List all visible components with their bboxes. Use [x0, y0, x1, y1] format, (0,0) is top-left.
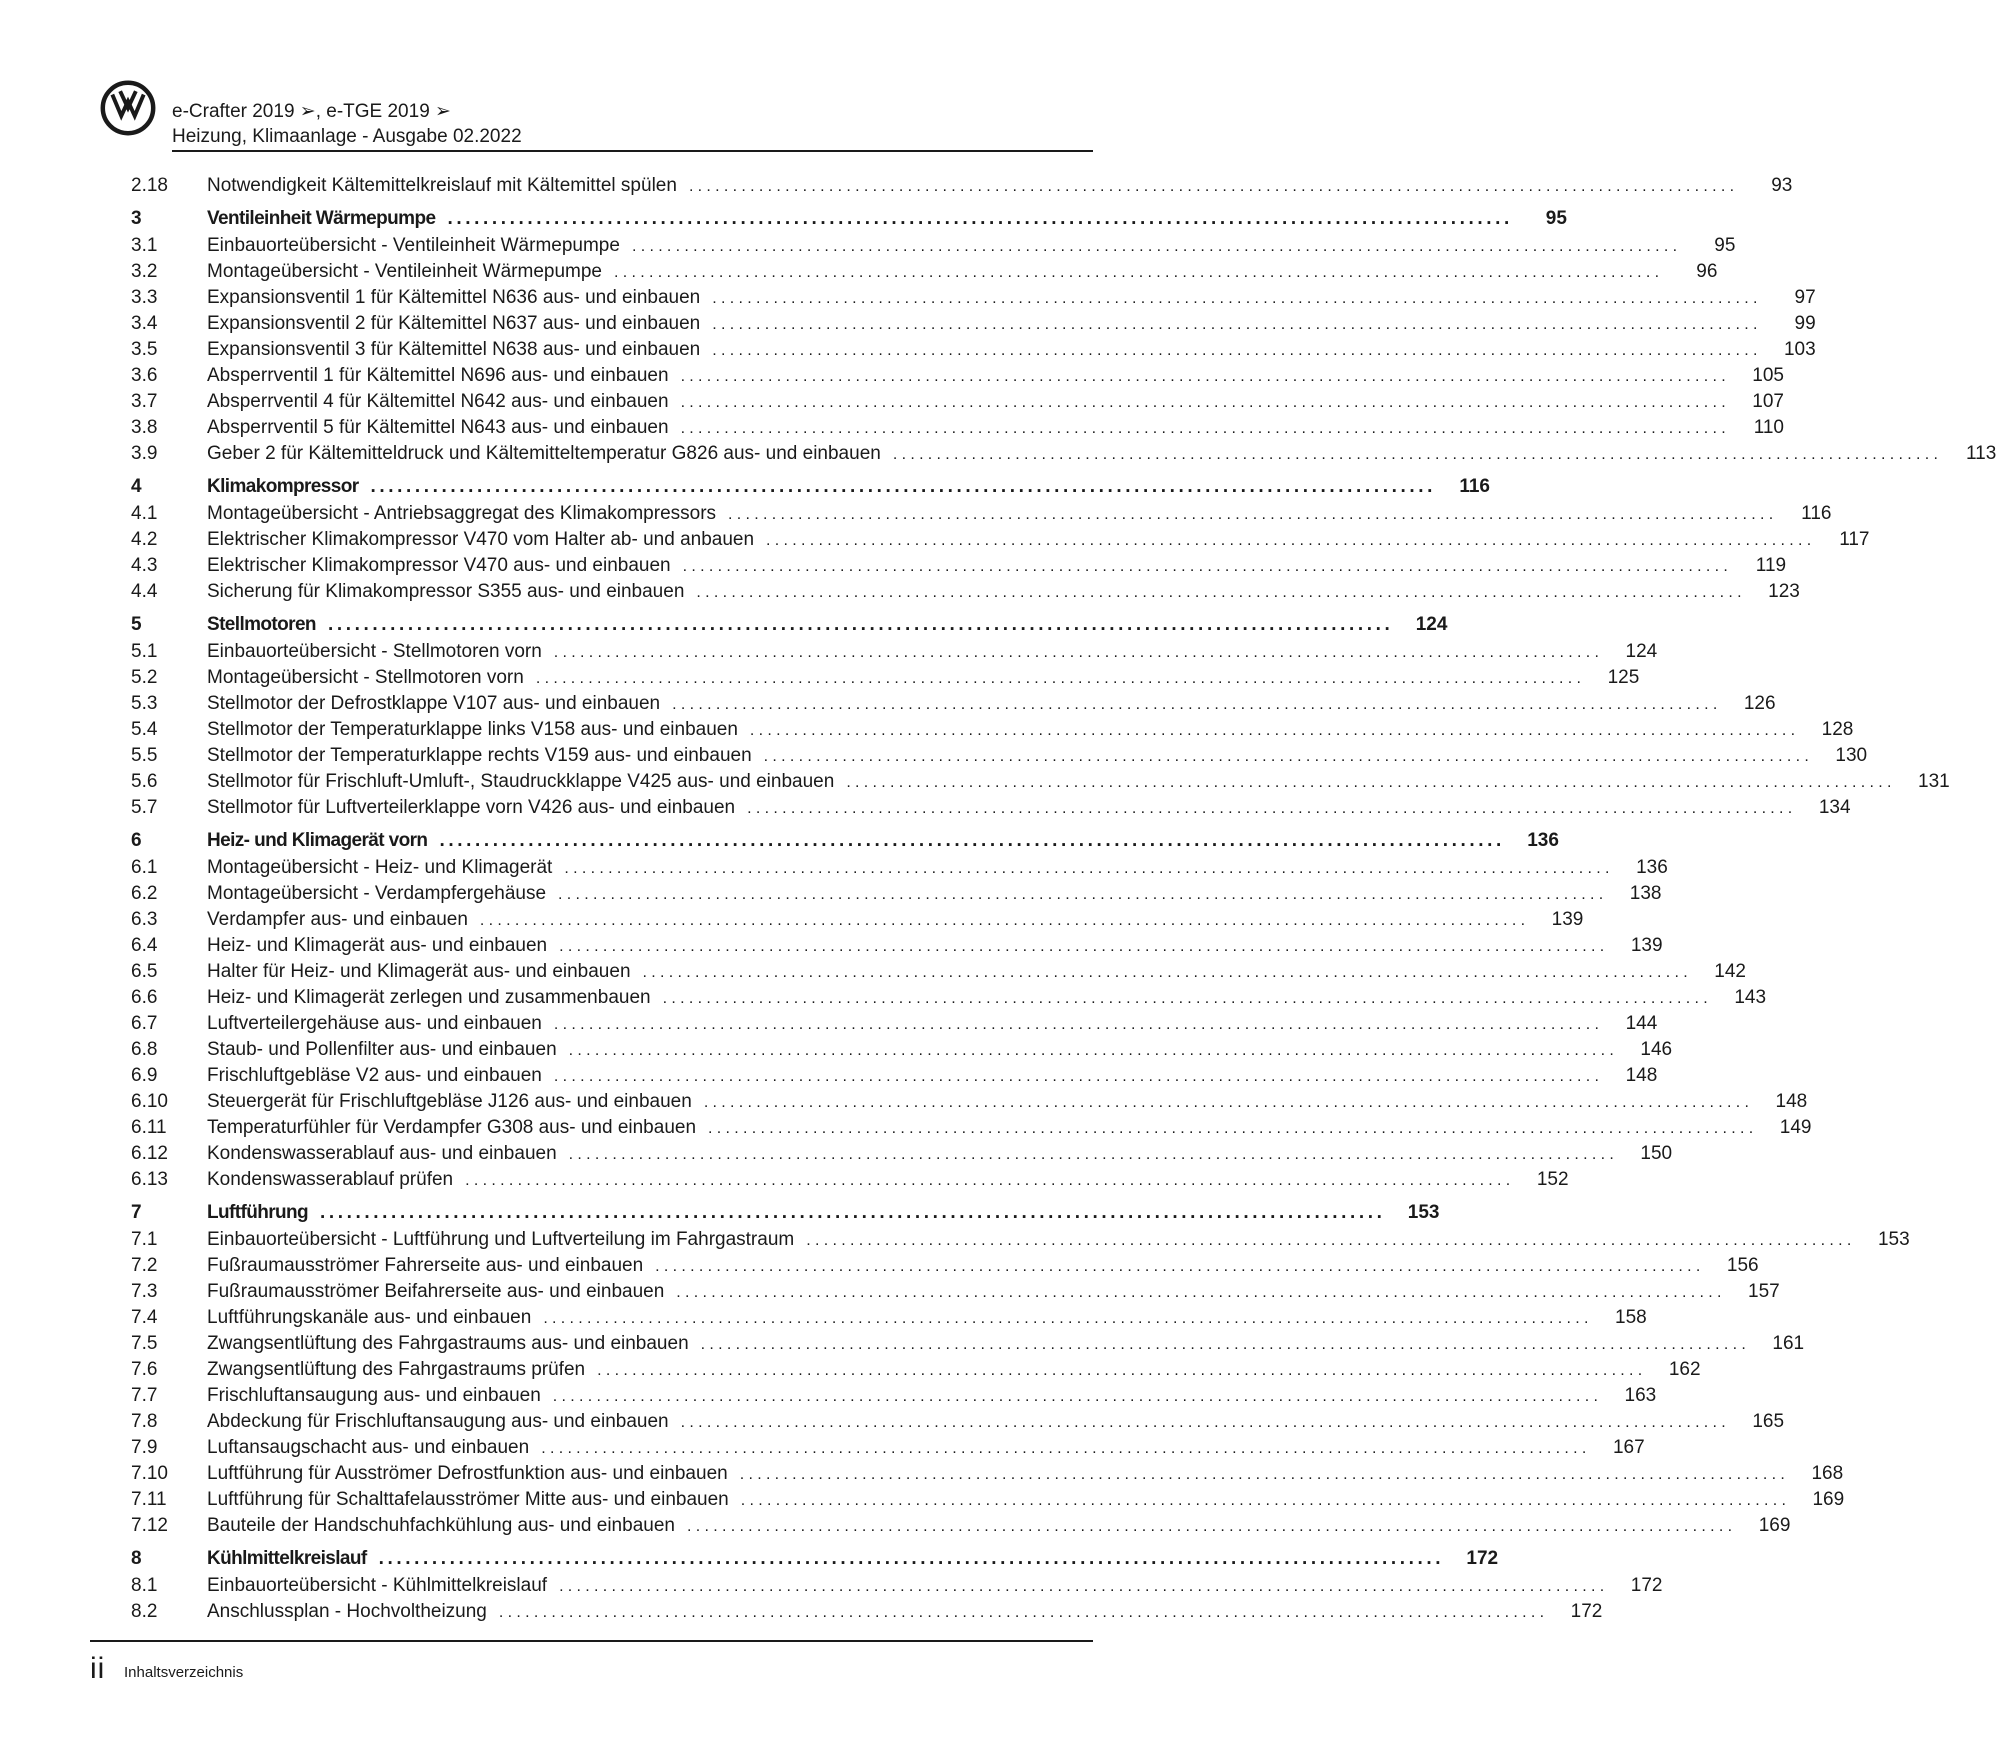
- toc-number: 4.4: [131, 581, 158, 602]
- toc-leader-dots: ........................................................................................................................: [498, 1604, 1549, 1621]
- document-title: e-Crafter 2019 ➢, e-TGE 2019 ➢: [172, 101, 451, 122]
- toc-number: 7.9: [131, 1437, 158, 1458]
- toc-entry[interactable]: [131, 1253, 1759, 1279]
- toc-page-number: 144: [1625, 1013, 1658, 1034]
- toc-number: 6.13: [131, 1169, 168, 1190]
- toc-leader-dots: ........................................................................................................................: [747, 800, 1797, 817]
- toc-number: 7: [131, 1202, 142, 1223]
- toc-number: 3.8: [131, 417, 158, 438]
- toc-title: Verdampfer aus- und einbauen: [207, 909, 468, 930]
- toc-title: Einbauorteübersicht - Kühlmittelkreislauf: [207, 1575, 548, 1596]
- toc-entry[interactable]: [131, 1331, 1805, 1357]
- toc-leader-dots: ........................................................................................................................: [439, 830, 1505, 851]
- toc-title: Luftansaugschacht aus- und einbauen: [207, 1437, 530, 1458]
- toc-page-number: 150: [1640, 1143, 1673, 1164]
- toc-title: Sicherung für Klimakompressor S355 aus- und einbauen: [207, 581, 685, 602]
- toc-leader-dots: ........................................................................................................................: [535, 670, 1586, 687]
- toc-page-number: 167: [1612, 1437, 1645, 1458]
- toc-page-number: 161: [1772, 1333, 1805, 1354]
- toc-number: 3.5: [131, 339, 158, 360]
- document-subtitle: Heizung, Klimaanlage - Ausgabe 02.2022: [172, 126, 522, 147]
- toc-leader-dots: ........................................................................................................................: [763, 748, 1814, 765]
- toc-number: 5.1: [131, 641, 158, 662]
- toc-entry[interactable]: [131, 1409, 1785, 1435]
- toc-number: 3.3: [131, 287, 158, 308]
- toc-page-number: 131: [1918, 771, 1950, 792]
- toc-page-number: 139: [1630, 935, 1663, 956]
- toc-entry[interactable]: [131, 769, 1950, 795]
- toc-number: 7.2: [131, 1255, 158, 1276]
- toc-leader-dots: ........................................................................................................................: [680, 420, 1730, 437]
- toc-title: Heiz- und Klimagerät vorn: [207, 830, 428, 851]
- toc-title: Geber 2 für Kältemitteldruck und Kältemitteltemperatur G826 aus- und einbauen: [207, 443, 881, 464]
- toc-page-number: 153: [1407, 1202, 1440, 1223]
- toc-title: Montageübersicht - Heiz- und Klimagerät: [207, 857, 553, 878]
- toc-section[interactable]: [131, 826, 1559, 855]
- toc-title: Fußraumausströmer Fahrerseite aus- und einbauen: [207, 1255, 644, 1276]
- toc-page-number: 116: [1801, 503, 1832, 524]
- page-number: ii: [90, 1652, 106, 1685]
- toc-title: Luftverteilergehäuse aus- und einbauen: [207, 1013, 542, 1034]
- toc-section[interactable]: [131, 204, 1567, 233]
- toc-entry[interactable]: [131, 337, 1816, 363]
- toc-number: 5: [131, 614, 142, 635]
- toc-number: 7.10: [131, 1463, 168, 1484]
- toc-page-number: 136: [1527, 830, 1559, 851]
- toc-title: Kondenswasserablauf aus- und einbauen: [207, 1143, 557, 1164]
- toc-number: 3.4: [131, 313, 158, 334]
- toc-number: 7.3: [131, 1281, 158, 1302]
- toc-entry[interactable]: [131, 389, 1784, 415]
- toc-entry[interactable]: [131, 933, 1663, 959]
- toc-number: 6.3: [131, 909, 158, 930]
- toc-page-number: 126: [1743, 693, 1776, 714]
- toc-leader-dots: ........................................................................................................................: [568, 1042, 1619, 1059]
- toc-number: 4.1: [131, 503, 158, 524]
- toc-page-number: 152: [1536, 1169, 1569, 1190]
- toc-leader-dots: ........................................................................................................................: [655, 1258, 1705, 1275]
- toc-title: Frischluftansaugung aus- und einbauen: [207, 1385, 541, 1406]
- toc-title: Temperaturfühler für Verdampfer G308 aus- und einbauen: [207, 1117, 697, 1138]
- toc-page-number: 105: [1752, 365, 1784, 386]
- toc-entry[interactable]: [131, 743, 1868, 769]
- toc-leader-dots: ........................................................................................................................: [553, 1016, 1604, 1033]
- toc-title: Bauteile der Handschuhfachkühlung aus- und einbauen: [207, 1515, 675, 1536]
- toc-page-number: 162: [1668, 1359, 1701, 1380]
- toc-page-number: 99: [1794, 313, 1816, 334]
- toc-page-number: 165: [1752, 1411, 1785, 1432]
- toc-leader-dots: ........................................................................................................................: [892, 446, 1943, 463]
- toc-number: 5.4: [131, 719, 158, 740]
- toc-page-number: 123: [1768, 581, 1800, 602]
- toc-title: Heiz- und Klimagerät zerlegen und zusammenbauen: [207, 987, 651, 1008]
- toc-page-number: 148: [1625, 1065, 1658, 1086]
- toc-number: 5.6: [131, 771, 158, 792]
- toc-entry[interactable]: [131, 1435, 1645, 1461]
- toc-number: 6.7: [131, 1013, 158, 1034]
- toc-page-number: 125: [1607, 667, 1640, 688]
- toc-title: Expansionsventil 3 für Kältemittel N638 aus- und einbauen: [207, 339, 701, 360]
- toc-leader-dots: ........................................................................................................................: [378, 1548, 1445, 1569]
- toc-entry[interactable]: [131, 553, 1787, 579]
- toc-number: 6.2: [131, 883, 158, 904]
- toc-number: 7.1: [131, 1229, 158, 1250]
- toc-title: Heiz- und Klimagerät aus- und einbauen: [207, 935, 548, 956]
- toc-number: 6: [131, 830, 142, 851]
- toc-title: Einbauorteübersicht - Stellmotoren vorn: [207, 641, 542, 662]
- toc-title: Zwangsentlüftung des Fahrgastraums aus- und einbauen: [207, 1333, 689, 1354]
- toc-entry[interactable]: [131, 907, 1584, 933]
- toc-title: Frischluftgebläse V2 aus- und einbauen: [207, 1065, 542, 1086]
- toc-page-number: 149: [1779, 1117, 1812, 1138]
- toc-leader-dots: ........................................................................................................................: [806, 1232, 1856, 1249]
- toc-title: Anschlussplan - Hochvoltheizung: [207, 1601, 487, 1622]
- toc-title: Stellmotor für Frischluft-Umluft-, Staudruckklappe V425 aus- und einbauen: [207, 771, 835, 792]
- toc-number: 6.11: [131, 1117, 167, 1138]
- toc-entry[interactable]: [131, 1279, 1780, 1305]
- toc-leader-dots: ........................................................................................................................: [708, 1120, 1758, 1137]
- toc-leader-dots: ........................................................................................................................: [676, 1284, 1726, 1301]
- toc-page-number: 124: [1415, 614, 1448, 635]
- footer-divider: [90, 1640, 1093, 1642]
- toc-entry[interactable]: [131, 1011, 1658, 1037]
- toc-leader-dots: ........................................................................................................................: [749, 722, 1800, 739]
- toc-page-number: 95: [1714, 235, 1736, 256]
- toc-number: 7.8: [131, 1411, 158, 1432]
- toc-page-number: 168: [1811, 1463, 1844, 1484]
- toc-entry[interactable]: [131, 985, 1767, 1011]
- toc-number: 6.5: [131, 961, 158, 982]
- toc-title: Steuergerät für Frischluftgebläse J126 aus- und einbauen: [207, 1091, 692, 1112]
- toc-leader-dots: ........................................................................................................................: [728, 506, 1778, 523]
- toc-title: Stellmotoren: [207, 614, 316, 635]
- toc-leader-dots: ........................................................................................................................: [558, 886, 1608, 903]
- toc-leader-dots: ........................................................................................................................: [465, 1172, 1515, 1189]
- toc-title: Luftführung für Ausströmer Defrostfunktion aus- und einbauen: [207, 1463, 728, 1484]
- toc-number: 3.9: [131, 443, 158, 464]
- toc-title: Abdeckung für Frischluftansaugung aus- und einbauen: [207, 1411, 669, 1432]
- toc-page-number: 119: [1755, 555, 1787, 576]
- toc-entry[interactable]: [131, 881, 1662, 907]
- toc-title: Ventileinheit Wärmepumpe: [207, 208, 436, 229]
- toc-page-number: 172: [1630, 1575, 1663, 1596]
- toc-number: 6.8: [131, 1039, 158, 1060]
- toc-entry[interactable]: [131, 285, 1816, 311]
- toc-number: 4.2: [131, 529, 158, 550]
- toc-section[interactable]: [131, 610, 1448, 639]
- toc-leader-dots: ........................................................................................................................: [712, 316, 1762, 333]
- toc-entry[interactable]: [131, 1461, 1844, 1487]
- vw-logo-icon: [100, 80, 156, 136]
- toc-entry[interactable]: [131, 1599, 1603, 1625]
- toc-number: 3.1: [131, 235, 158, 256]
- toc-number: 7.11: [131, 1489, 167, 1510]
- toc-title: Montageübersicht - Antriebsaggregat des Klimakompressors: [207, 503, 717, 524]
- toc-number: 6.9: [131, 1065, 158, 1086]
- toc-page-number: 172: [1466, 1548, 1499, 1569]
- toc-page-number: 169: [1758, 1515, 1791, 1536]
- toc-entry[interactable]: [131, 1063, 1658, 1089]
- toc-number: 6.1: [131, 857, 158, 878]
- toc-leader-dots: ........................................................................................................................: [686, 1518, 1737, 1535]
- toc-leader-dots: ........................................................................................................................: [559, 938, 1609, 955]
- toc-entry[interactable]: [131, 717, 1854, 743]
- toc-page-number: 163: [1624, 1385, 1657, 1406]
- toc-number: 7.12: [131, 1515, 168, 1536]
- toc-leader-dots: ........................................................................................................................: [766, 532, 1816, 549]
- toc-leader-dots: ........................................................................................................................: [680, 394, 1730, 411]
- table-of-contents: [131, 173, 1996, 1625]
- toc-section[interactable]: [131, 1198, 1440, 1227]
- toc-entry[interactable]: [131, 1305, 1647, 1331]
- toc-leader-dots: ........................................................................................................................: [846, 774, 1896, 791]
- toc-entry[interactable]: [131, 1227, 1910, 1253]
- toc-number: 8.2: [131, 1601, 158, 1622]
- toc-leader-dots: ........................................................................................................................: [631, 238, 1682, 255]
- toc-leader-dots: ........................................................................................................................: [552, 1388, 1603, 1405]
- toc-title: Stellmotor der Temperaturklappe links V158 aus- und einbauen: [207, 719, 738, 740]
- toc-title: Absperrventil 5 für Kältemittel N643 aus- und einbauen: [207, 417, 669, 438]
- toc-page-number: 113: [1965, 443, 1996, 464]
- toc-page-number: 124: [1625, 641, 1658, 662]
- toc-leader-dots: ........................................................................................................................: [559, 1578, 1609, 1595]
- toc-number: 7.4: [131, 1307, 158, 1328]
- toc-entry[interactable]: [131, 639, 1658, 665]
- toc-section[interactable]: [131, 1544, 1499, 1573]
- toc-title: Einbauorteübersicht - Ventileinheit Wärmepumpe: [207, 235, 620, 256]
- toc-leader-dots: ........................................................................................................................: [662, 990, 1713, 1007]
- toc-entry[interactable]: [131, 259, 1718, 285]
- toc-number: 8.1: [131, 1575, 158, 1596]
- toc-leader-dots: ........................................................................................................................: [543, 1310, 1593, 1327]
- toc-leader-dots: ........................................................................................................................: [680, 1414, 1731, 1431]
- toc-entry[interactable]: [131, 1357, 1701, 1383]
- toc-title: Elektrischer Klimakompressor V470 vom Halter ab- und anbauen: [207, 529, 755, 550]
- toc-entry[interactable]: [131, 959, 1746, 985]
- footer-label: Inhaltsverzeichnis: [124, 1664, 244, 1681]
- toc-leader-dots: ........................................................................................................................: [447, 208, 1513, 229]
- toc-entry[interactable]: [131, 311, 1816, 337]
- toc-title: Absperrventil 1 für Kältemittel N696 aus- und einbauen: [207, 365, 669, 386]
- toc-page-number: 107: [1752, 391, 1784, 412]
- toc-title: Montageübersicht - Verdampfergehäuse: [207, 883, 547, 904]
- toc-leader-dots: ........................................................................................................................: [541, 1440, 1591, 1457]
- toc-entry[interactable]: [131, 1513, 1791, 1539]
- toc-entry[interactable]: [131, 1115, 1812, 1141]
- toc-entry[interactable]: [131, 441, 1996, 467]
- toc-title: Absperrventil 4 für Kältemittel N642 aus- und einbauen: [207, 391, 669, 412]
- toc-number: 3.6: [131, 365, 158, 386]
- toc-number: 3: [131, 208, 142, 229]
- toc-title: Stellmotor der Defrostklappe V107 aus- und einbauen: [207, 693, 661, 714]
- toc-page-number: 153: [1877, 1229, 1910, 1250]
- toc-entry[interactable]: [131, 795, 1851, 821]
- toc-title: Stellmotor der Temperaturklappe rechts V159 aus- und einbauen: [207, 745, 752, 766]
- toc-number: 7.5: [131, 1333, 158, 1354]
- toc-leader-dots: ........................................................................................................................: [682, 558, 1733, 575]
- toc-leader-dots: ........................................................................................................................: [688, 178, 1739, 195]
- toc-page-number: 146: [1640, 1039, 1673, 1060]
- toc-entry[interactable]: [131, 415, 1784, 441]
- toc-page-number: 156: [1726, 1255, 1759, 1276]
- toc-title: Montageübersicht - Ventileinheit Wärmepumpe: [207, 261, 602, 282]
- toc-title: Einbauorteübersicht - Luftführung und Luftverteilung im Fahrgastraum: [207, 1229, 795, 1250]
- toc-leader-dots: ........................................................................................................................: [327, 614, 1394, 635]
- toc-leader-dots: ........................................................................................................................: [700, 1336, 1751, 1353]
- toc-title: Luftführungskanäle aus- und einbauen: [207, 1307, 532, 1328]
- toc-number: 6.6: [131, 987, 158, 1008]
- toc-number: 5.5: [131, 745, 158, 766]
- toc-leader-dots: ........................................................................................................................: [672, 696, 1722, 713]
- header-divider: [172, 150, 1093, 152]
- toc-entry[interactable]: [131, 1037, 1673, 1063]
- toc-title: Elektrischer Klimakompressor V470 aus- und einbauen: [207, 555, 671, 576]
- toc-page-number: 93: [1771, 175, 1793, 196]
- toc-entry[interactable]: [131, 1089, 1808, 1115]
- toc-number: 6.12: [131, 1143, 168, 1164]
- toc-page-number: 117: [1839, 529, 1870, 550]
- toc-number: 2.18: [131, 175, 168, 196]
- toc-page-number: 157: [1748, 1281, 1780, 1302]
- toc-leader-dots: ........................................................................................................................: [564, 860, 1614, 877]
- toc-title: Zwangsentlüftung des Fahrgastraums prüfen: [207, 1359, 586, 1380]
- toc-page-number: 148: [1775, 1091, 1808, 1112]
- toc-leader-dots: ........................................................................................................................: [553, 644, 1604, 661]
- toc-entry[interactable]: [131, 501, 1832, 527]
- toc-title: Luftführung: [207, 1202, 309, 1223]
- toc-page-number: 130: [1835, 745, 1868, 766]
- toc-entry[interactable]: [131, 1167, 1569, 1193]
- toc-number: 7.6: [131, 1359, 158, 1380]
- toc-entry[interactable]: [131, 665, 1640, 691]
- toc-entry[interactable]: [131, 1141, 1673, 1167]
- toc-entry[interactable]: [131, 855, 1668, 881]
- toc-title: Notwendigkeit Kältemittelkreislauf mit Kältemittel spülen: [207, 175, 677, 196]
- toc-number: 3.2: [131, 261, 158, 282]
- toc-page-number: 134: [1818, 797, 1851, 818]
- toc-entry[interactable]: [131, 173, 1793, 199]
- toc-page-number: 172: [1570, 1601, 1603, 1622]
- toc-page-number: 95: [1545, 208, 1567, 229]
- toc-entry[interactable]: [131, 1573, 1663, 1599]
- toc-section[interactable]: [131, 472, 1490, 501]
- toc-entry[interactable]: [131, 691, 1776, 717]
- toc-entry[interactable]: [131, 527, 1870, 553]
- toc-page-number: 136: [1636, 857, 1668, 878]
- toc-page-number: 169: [1812, 1489, 1845, 1510]
- toc-page-number: 110: [1753, 417, 1784, 438]
- toc-number: 4: [131, 476, 142, 497]
- toc-title: Staub- und Pollenfilter aus- und einbauen: [207, 1039, 557, 1060]
- toc-leader-dots: ........................................................................................................................: [680, 368, 1730, 385]
- toc-title: Montageübersicht - Stellmotoren vorn: [207, 667, 524, 688]
- toc-title: Luftführung für Schalttafelausströmer Mitte aus- und einbauen: [207, 1489, 729, 1510]
- toc-number: 3.7: [131, 391, 158, 412]
- toc-page-number: 143: [1734, 987, 1767, 1008]
- toc-page-number: 139: [1551, 909, 1584, 930]
- toc-title: Expansionsventil 1 für Kältemittel N636 aus- und einbauen: [207, 287, 701, 308]
- toc-title: Fußraumausströmer Beifahrerseite aus- und einbauen: [207, 1281, 665, 1302]
- toc-page-number: 138: [1629, 883, 1662, 904]
- toc-leader-dots: ........................................................................................................................: [553, 1068, 1604, 1085]
- toc-leader-dots: ........................................................................................................................: [696, 584, 1746, 601]
- toc-leader-dots: ........................................................................................................................: [712, 290, 1762, 307]
- toc-page-number: 103: [1783, 339, 1816, 360]
- toc-number: 5.2: [131, 667, 158, 688]
- toc-leader-dots: ........................................................................................................................: [568, 1146, 1619, 1163]
- toc-leader-dots: ........................................................................................................................: [597, 1362, 1647, 1379]
- toc-page-number: 97: [1794, 287, 1816, 308]
- toc-number: 4.3: [131, 555, 158, 576]
- toc-page-number: 128: [1821, 719, 1854, 740]
- toc-entry[interactable]: [131, 1487, 1845, 1513]
- toc-page-number: 158: [1615, 1307, 1647, 1328]
- toc-page-number: 96: [1696, 261, 1718, 282]
- toc-leader-dots: ........................................................................................................................: [320, 1202, 1386, 1223]
- toc-entry[interactable]: [131, 1383, 1657, 1409]
- toc-leader-dots: ........................................................................................................................: [479, 912, 1530, 929]
- toc-leader-dots: ........................................................................................................................: [642, 964, 1692, 981]
- toc-leader-dots: ........................................................................................................................: [739, 1466, 1790, 1483]
- toc-entry[interactable]: [131, 579, 1800, 605]
- toc-entry[interactable]: [131, 233, 1736, 259]
- toc-leader-dots: ........................................................................................................................: [613, 264, 1664, 281]
- toc-leader-dots: ........................................................................................................................: [370, 476, 1436, 497]
- toc-leader-dots: ........................................................................................................................: [712, 342, 1762, 359]
- toc-title: Klimakompressor: [207, 476, 359, 497]
- toc-number: 5.3: [131, 693, 158, 714]
- toc-leader-dots: ........................................................................................................................: [740, 1492, 1791, 1509]
- toc-title: Stellmotor für Luftverteilerklappe vorn V426 aus- und einbauen: [207, 797, 736, 818]
- toc-entry[interactable]: [131, 363, 1784, 389]
- toc-number: 6.10: [131, 1091, 168, 1112]
- toc-number: 8: [131, 1548, 142, 1569]
- toc-leader-dots: ........................................................................................................................: [703, 1094, 1754, 1111]
- toc-number: 5.7: [131, 797, 158, 818]
- toc-title: Expansionsventil 2 für Kältemittel N637 aus- und einbauen: [207, 313, 701, 334]
- toc-page-number: 142: [1714, 961, 1746, 982]
- toc-title: Halter für Heiz- und Klimagerät aus- und einbauen: [207, 961, 631, 982]
- toc-number: 6.4: [131, 935, 158, 956]
- toc-title: Kondenswasserablauf prüfen: [207, 1169, 454, 1190]
- toc-number: 7.7: [131, 1385, 158, 1406]
- toc-title: Kühlmittelkreislauf: [207, 1548, 367, 1569]
- toc-page-number: 116: [1459, 476, 1490, 497]
